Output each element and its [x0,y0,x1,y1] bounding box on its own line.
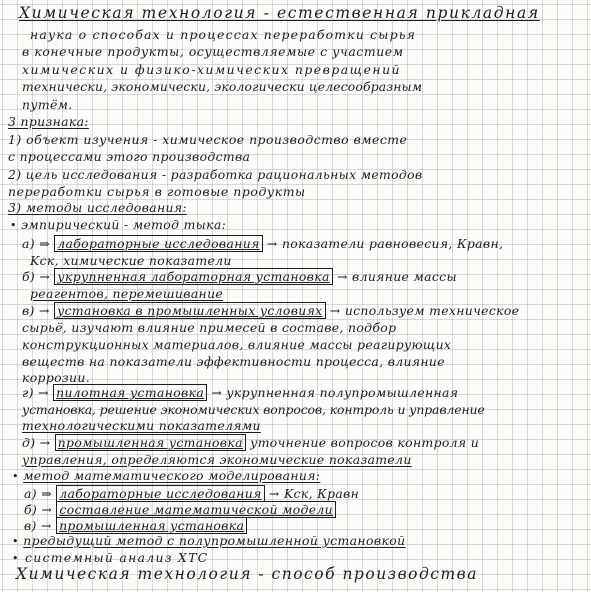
definition-line-3: в конечные продукты, осуществляемые с участием [22,44,404,59]
signs-heading: 3 признака: [8,114,89,129]
step-prefix: в) → [22,303,50,318]
previous-method-text: предыдущий метод с полупромышленной установкой [23,533,406,548]
step-result: уточнение вопросов контроля и [250,435,480,450]
math-step-v [24,518,247,533]
definition-line-4: химических и физико-химических превращений [22,62,402,77]
bullet-dot: • [10,219,17,232]
final-definition: Химическая технология - способ производства [16,565,478,583]
definition-line-2: наука о способах и процессах переработки сырья [30,27,417,42]
empirical-step-v-cont-2: конструкционных материалов, влияние массы реагирующих [22,337,452,352]
empirical-step-d [22,435,479,450]
boxed-term: составление математической модели [56,501,336,518]
sign-3-line: 3) методы исследования: [8,200,187,215]
boxed-term: укрупненная лабораторная установка [54,268,332,285]
empirical-step-b-cont: реагентов, перемешивание [30,286,224,301]
math-step-a [24,486,359,501]
boxed-term: лабораторные исследования [56,485,264,502]
definition-line-1: Химическая технология - естественная прикладная [19,4,540,22]
step-prefix: б) → [24,502,53,517]
definition-line-6: путём. [22,97,73,112]
empirical-step-g [22,385,458,400]
step-prefix: а) ⇒ [22,236,50,251]
definition-line-5: технически, экономически, экологически целесообразным [22,79,423,94]
step-prefix: д) → [22,435,51,450]
boxed-term: промышленная установка [56,517,247,534]
step-prefix: г) → [22,385,49,400]
empirical-step-d-cont: управления, определяются экономические показатели [22,452,412,467]
empirical-step-g-cont-1: установка, решение экономических вопросов, контроль и управление [22,402,485,417]
empirical-step-v-cont-4: коррозии. [22,370,90,385]
empirical-step-b [22,269,457,284]
step-result: → показатели равновесия, Кравн, [266,236,504,251]
empirical-step-a-cont: Kск, химические показатели [30,253,232,268]
sign-1-line-1: 1) объект изучения - химическое производство вместе [8,132,408,147]
bullet-dot: • [12,535,19,548]
boxed-term: пилотная установка [53,384,207,401]
empirical-title: эмпирический - метод тыка: [21,217,227,232]
math-step-b [24,502,336,517]
step-result: → используем техническое [329,303,520,318]
empirical-step-v-cont-3: веществ на показатели эффективности процесса, влияние [22,354,445,369]
empirical-step-v [22,303,519,318]
step-prefix: а) ⇒ [24,486,52,501]
sign-2-line-1: 2) цель исследования - разработка рациональных методов [8,167,423,182]
system-analysis-text: системный анализ ХТС [25,550,209,565]
boxed-term: установка в промышленных условиях [54,302,325,319]
empirical-step-g-cont-2: технологическими показателями [22,418,261,433]
step-result: → укрупненная полупромышленная [211,385,459,400]
empirical-step-a [22,236,503,251]
bullet-dot: • [12,470,19,483]
step-prefix: в) → [24,518,52,533]
math-method-heading [12,468,320,484]
system-analysis-line [12,550,209,566]
empirical-method-heading [10,217,226,233]
boxed-term: лабораторные исследования [54,235,262,252]
sign-2-line-2: переработки сырья в готовые продукты [8,184,306,199]
step-result: → Kск, Кравн [268,486,360,501]
empirical-step-v-cont-1: сырьё, изучают влияние примесей в составе, подбор [22,320,397,335]
bullet-dot: • [12,552,20,565]
step-prefix: б) → [22,269,51,284]
previous-method-line [12,533,406,549]
step-result: → влияние массы [337,269,457,284]
boxed-term: промышленная установка [55,434,246,451]
math-title: метод математического моделирования: [23,468,321,483]
sign-1-line-2: с процессами этого производства [8,149,251,164]
